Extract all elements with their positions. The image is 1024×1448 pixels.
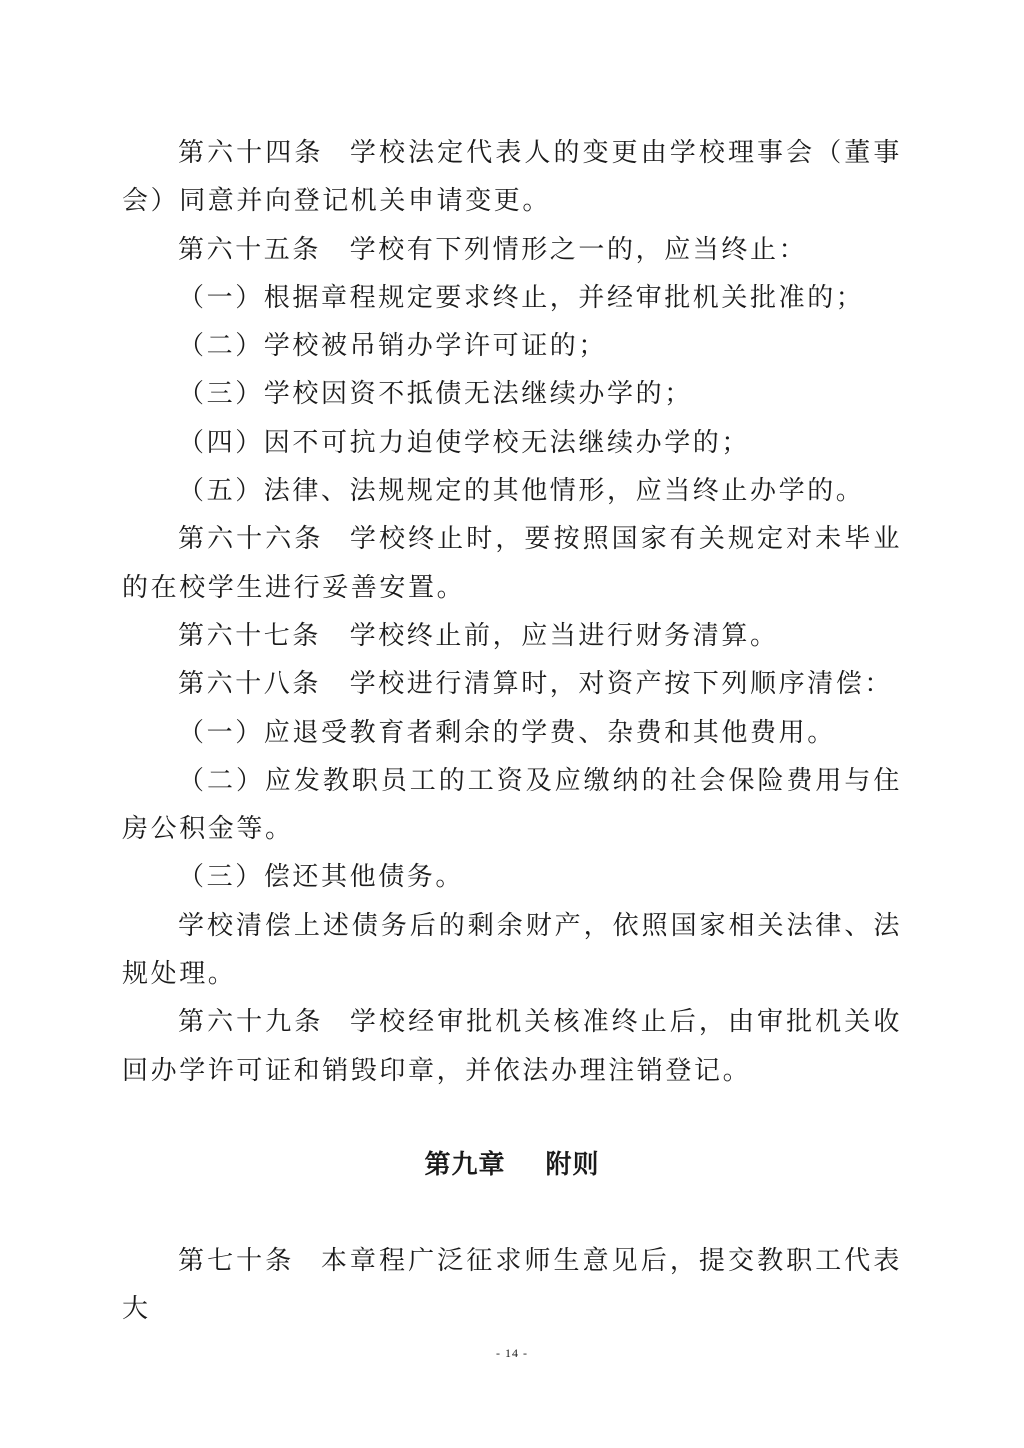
article-70-label: 第七十条 bbox=[178, 1246, 295, 1276]
article-65-item-5: （五）法律、法规规定的其他情形，应当终止办学的。 bbox=[178, 476, 865, 507]
page-number: - 14 - bbox=[496, 1346, 528, 1360]
article-68: 第六十八条 学校进行清算时，对资产按下列顺序清偿： bbox=[178, 669, 894, 700]
article-70-block bbox=[122, 1237, 902, 1334]
chapter-title: 附则 bbox=[545, 1150, 600, 1180]
article-65-item-2: （二）学校被吊销办学许可证的； bbox=[178, 331, 608, 362]
article-70 bbox=[122, 1237, 902, 1334]
article-66 bbox=[122, 515, 902, 612]
article-68-item-3: （三）偿还其他债务。 bbox=[178, 862, 465, 893]
article-70-text: 本章程广泛征求师生意见后，提交教职工代表大 bbox=[122, 1246, 902, 1325]
article-66-label: 第六十六条 bbox=[178, 524, 324, 555]
article-68-item-2: （二）应发教职员工的工资及应缴纳的社会保险费用与住房公积金等。 bbox=[122, 765, 902, 845]
article-64-label: 第六十四条 bbox=[178, 138, 324, 168]
document-body bbox=[122, 129, 902, 1095]
chapter-number: 第九章 bbox=[424, 1150, 506, 1180]
article-65-item-1: （一）根据章程规定要求终止，并经审批机关批准的； bbox=[178, 282, 865, 313]
article-68-remainder: 学校清偿上述债务后的剩余财产，依照国家相关法律、法规处理。 bbox=[122, 910, 902, 990]
article-69 bbox=[122, 998, 902, 1095]
article-64-text: 学校法定代表人的变更由学校理事会（董事会）同意并向登记机关申请变更。 bbox=[122, 138, 902, 217]
article-65-item-4: （四）因不可抗力迫使学校无法继续办学的； bbox=[178, 427, 751, 458]
article-68-item-1: （一）应退受教育者剩余的学费、杂费和其他费用。 bbox=[178, 717, 836, 748]
article-65-item-3: （三）学校因资不抵债无法继续办学的； bbox=[178, 379, 693, 410]
article-69-label: 第六十九条 bbox=[178, 1007, 324, 1038]
article-66-text: 学校终止时，要按照国家有关规定对未毕业的在校学生进行妥善安置。 bbox=[122, 524, 902, 603]
chapter-heading bbox=[0, 1141, 1024, 1189]
article-64 bbox=[122, 129, 902, 226]
article-67: 第六十七条 学校终止前，应当进行财务清算。 bbox=[178, 620, 779, 651]
article-69-text: 学校经审批机关核准终止后，由审批机关收回办学许可证和销毁印章，并依法办理注销登记。 bbox=[122, 1007, 902, 1086]
article-65: 第六十五条 学校有下列情形之一的，应当终止： bbox=[178, 234, 808, 265]
